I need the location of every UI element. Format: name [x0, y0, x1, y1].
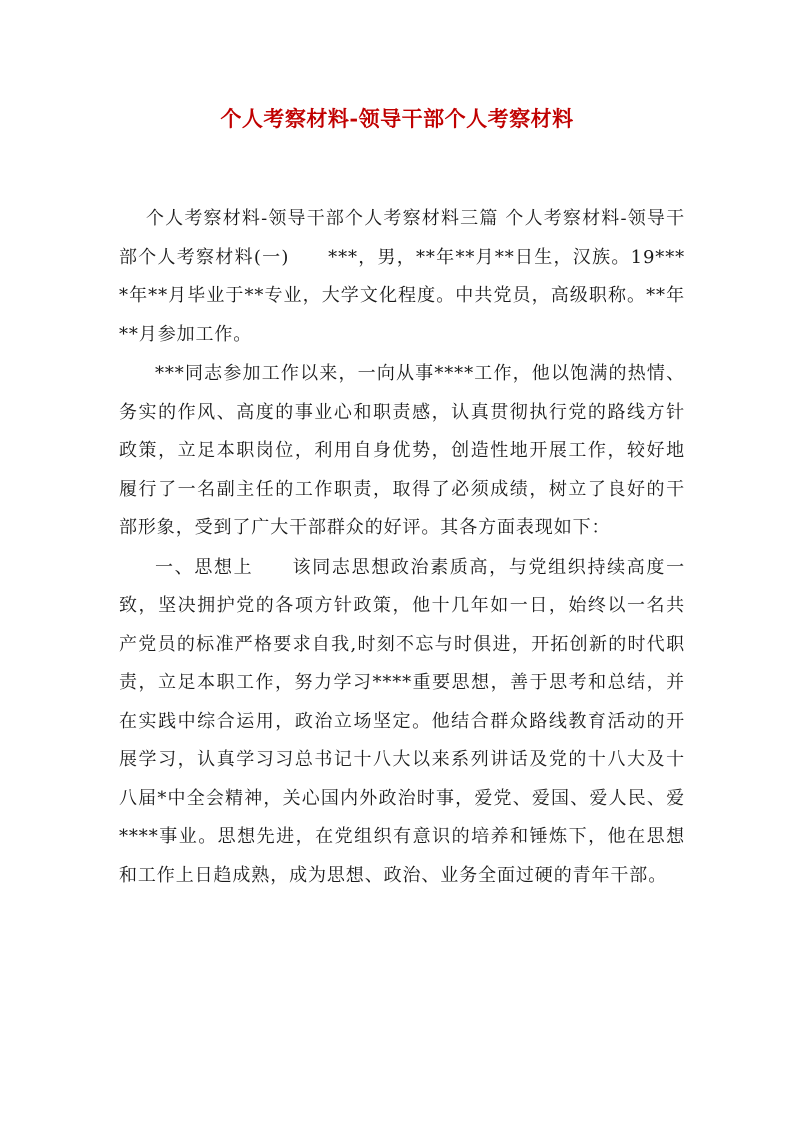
document-title: 个人考察材料-领导干部个人考察材料 — [220, 106, 574, 131]
paragraph-overview: ***同志参加工作以来，一向从事****工作，他以饱满的热情、务实的作风、高度的事业心和职责感，认真贯彻执行党的路线方针政策，立足本职岗位，利用自身优势，创造性地开展工作，较好地履行了一名副主任的工作职责，取得了必须成绩，树立了良好的干部形象，受到了广大干部群众的好评。其各方面表现如下： — [119, 363, 685, 538]
paragraph-ideology: 一、思想上 该同志思想政治素质高，与党组织持续高度一致，坚决拥护党的各项方针政策，他十几年如一日，始终以一名共产党员的标准严格要求自我,时刻不忘与时俱进，开拓创新的时代职责，立足本职工作，努力学习****重要思想，善于思考和总结，并在实践中综合运用，政治立场坚定。他结合群众路线教育活动的开展学习，认真学习习总书记十八大以来系列讲话及党的十八大及十八届*中全会精神，关心国内外政治时事，爱党、爱国、爱人民、爱****事业。思想先进，在党组织有意识的培养和锤炼下，他在思想和工作上日趋成熟，成为思想、政治、业务全面过硬的青年干部。 — [119, 556, 685, 886]
document-body — [119, 200, 685, 896]
paragraph-intro: 个人考察材料-领导干部个人考察材料三篇 个人考察材料-领导干部个人考察材料(一) ***，男，**年**月**日生，汉族。19****年**月毕业于**专业，大学文化程度。中共党员，高级职称。**年**月参加工作。 — [119, 208, 685, 345]
